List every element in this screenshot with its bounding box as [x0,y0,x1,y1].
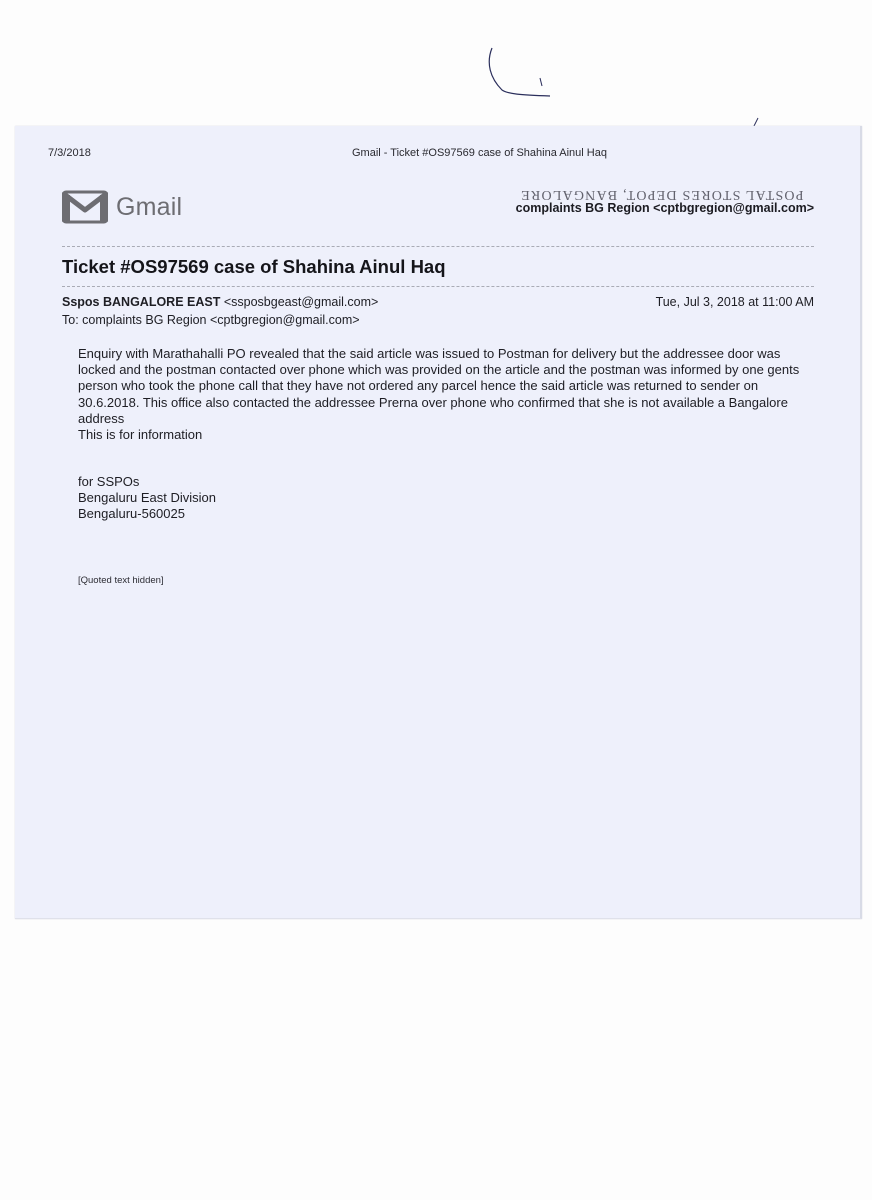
print-date: 7/3/2018 [48,147,91,159]
gmail-wordmark: Gmail [116,192,183,221]
email-subject: Ticket #OS97569 case of Shahina Ainul Haq [62,256,446,277]
email-date: Tue, Jul 3, 2018 at 11:00 AM [655,295,814,309]
signature-line: Bengaluru-560025 [78,506,185,522]
email-body [78,346,808,443]
signature-line: Bengaluru East Division [78,490,217,506]
sender-email: <ssposbgeast@gmail.com> [223,295,379,309]
body-paragraph: This is for information [78,427,203,443]
account-identity: complaints BG Region <cptbgregion@gmail.com> [515,201,814,215]
body-paragraph: Enquiry with Marathahalli PO revealed that the said article was issued to Postman for delivery but the addressee door was locked and the postman contacted over phone which was provided on the article and the postman was informed by one gents person who took the phone call that they have not ordered any parcel hence the said article was returned to sender on 30.6.2018. This office also contacted the addressee Prerna over phone who confirmed that she is not available a Bangalore address [78,346,800,426]
subject-divider [62,286,814,287]
upside-down-stamp: POSTAL STORES DEPOT, BANGALORE [520,187,804,202]
header-divider [62,246,814,247]
sender-line [62,295,378,309]
signature-line: for SSPOs [78,474,140,489]
recipient-line: To: complaints BG Region <cptbgregion@gmail.com> [62,313,360,327]
email-signature [78,474,216,523]
print-page-title: Gmail - Ticket #OS97569 case of Shahina Ainul Haq [352,147,607,159]
gmail-logo [62,190,182,224]
gmail-m-icon [62,190,108,224]
sender-name: Sspos BANGALORE EAST [62,295,221,309]
quoted-text-hidden: [Quoted text hidden] [78,575,164,586]
